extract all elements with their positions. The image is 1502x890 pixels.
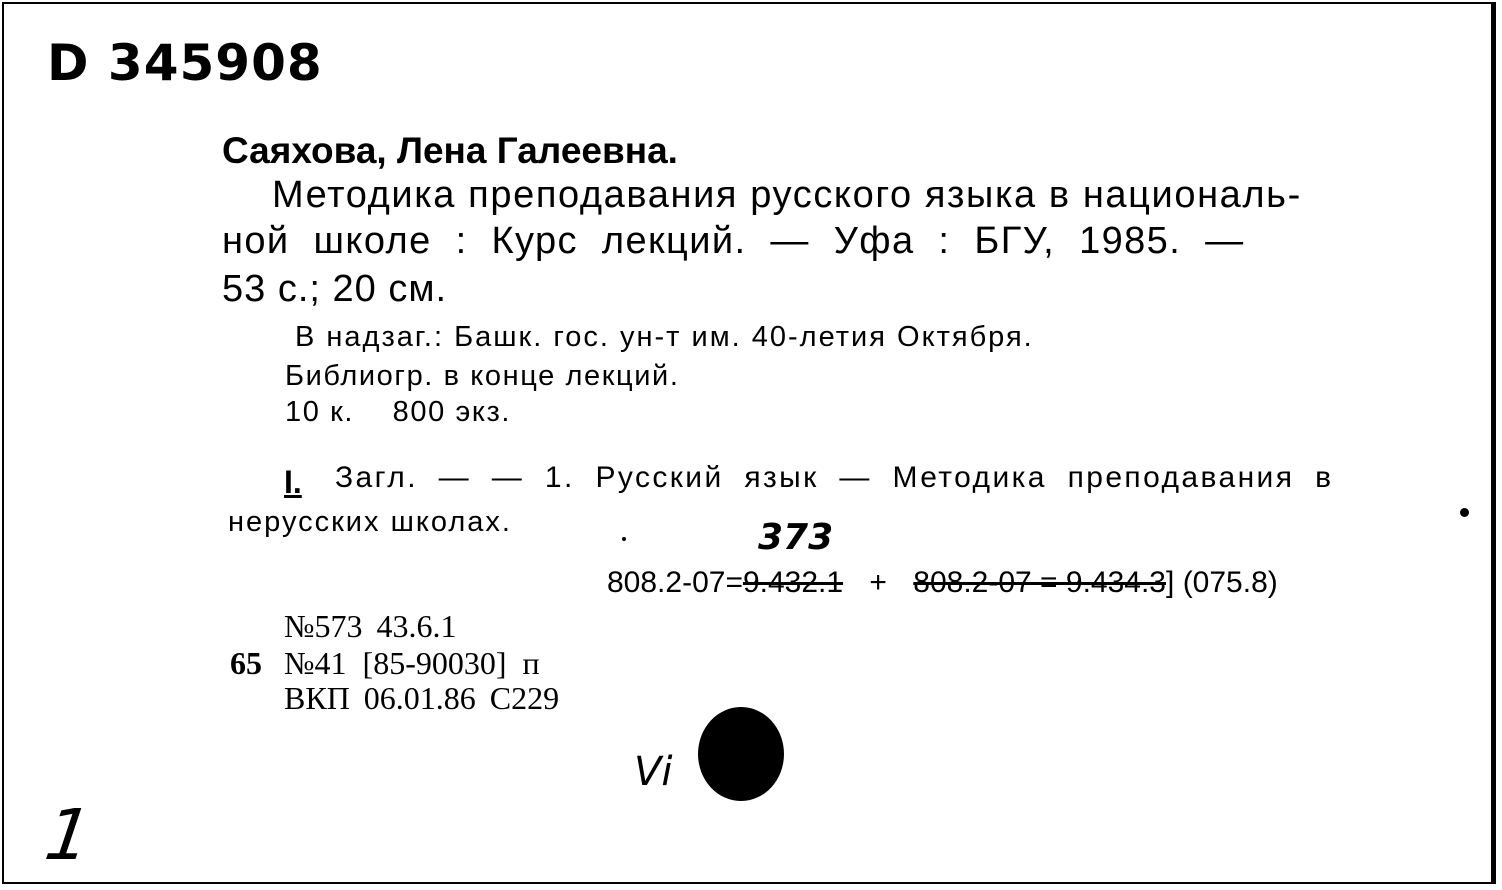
classification-line bbox=[607, 568, 1278, 598]
title-line-3: 53 с.; 20 см. bbox=[222, 268, 448, 310]
class-part1-eq: = bbox=[725, 566, 743, 599]
class-plus: + bbox=[869, 566, 887, 599]
title-line-2: ной школе : Курс лекций. — Уфа : БГУ, 1985. — bbox=[222, 220, 1245, 262]
handwritten-vi: Vi bbox=[634, 749, 673, 795]
title-line-1-text: Методика преподавания русского языка в националь- bbox=[272, 174, 1302, 216]
author-heading: Саяхова, Лена Галеевна. bbox=[222, 130, 678, 171]
inventory-number: D 345908 bbox=[47, 34, 323, 92]
registry-number: 65 bbox=[230, 645, 262, 681]
class-part1: 808.2-07 bbox=[607, 566, 726, 599]
ink-dot bbox=[1460, 508, 1469, 517]
tracings-prefix: I. bbox=[284, 464, 302, 500]
class-part2-struck: 808.2-07 = 9.434.3 bbox=[913, 566, 1166, 599]
note-bibliography: Библиогр. в конце лекций. bbox=[285, 360, 680, 392]
title-line-1 bbox=[272, 176, 1380, 214]
tracings-line-1: Загл. — — 1. Русский язык — Методика преподавания в bbox=[335, 461, 1334, 494]
note-price-print-run: 10 к. 800 экз. bbox=[285, 396, 512, 428]
punched-hole-mark bbox=[698, 707, 784, 801]
class-suffix: (075.8) bbox=[1182, 566, 1278, 599]
registry-line-2: №41 [85-90030] п bbox=[284, 645, 540, 681]
ink-speck bbox=[622, 537, 626, 541]
registry-line-1: №573 43.6.1 bbox=[284, 608, 457, 644]
note-heading-statement: В надзаг.: Башк. гос. ун-т им. 40-летия Октября. bbox=[295, 321, 1034, 353]
class-part1-struck: 9.432.1 bbox=[742, 566, 844, 599]
registry-line-3: ВКП 06.01.86 С229 bbox=[284, 680, 560, 716]
handwritten-code: 373 bbox=[758, 517, 834, 558]
tracings-line-2: нерусских школах. bbox=[228, 506, 512, 538]
class-bracket: ] bbox=[1166, 566, 1175, 599]
handwritten-one: 1 bbox=[40, 794, 97, 876]
